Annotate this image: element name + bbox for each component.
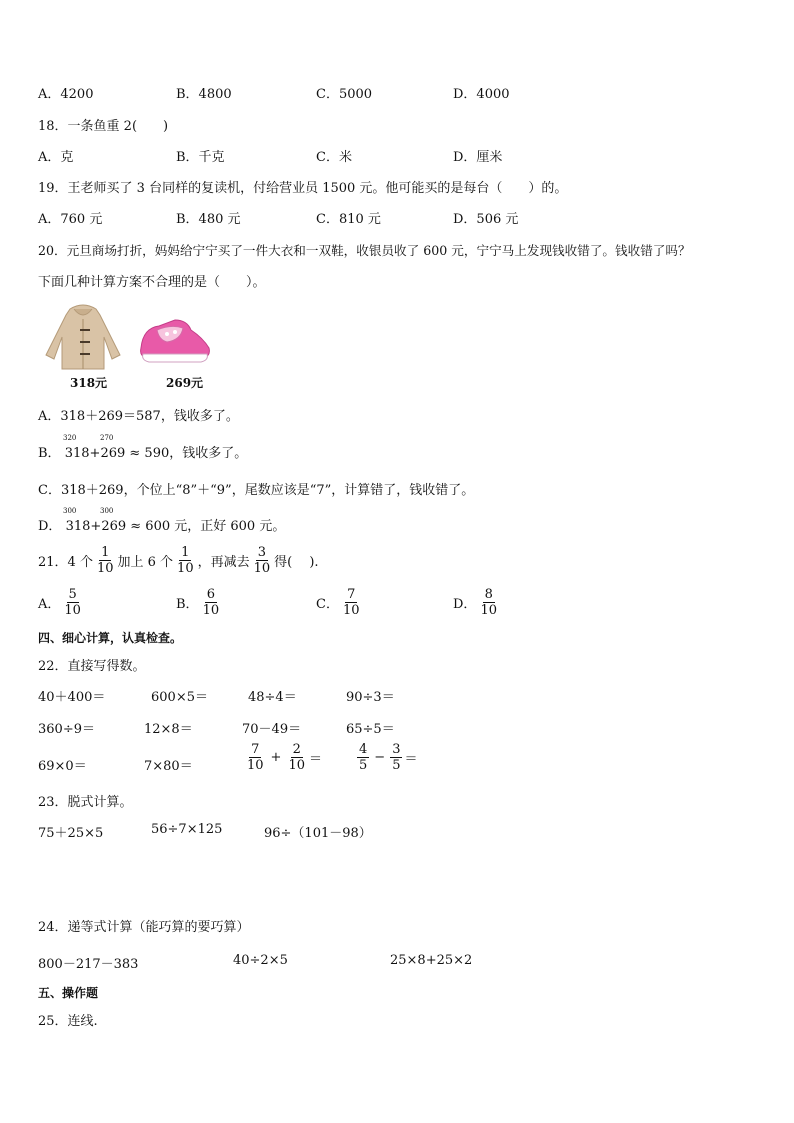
q20-b-num-a: 318 <box>64 446 90 461</box>
q17-option-d[interactable]: D．4000 <box>453 87 510 102</box>
q18-option-d[interactable]: D．厘米 <box>453 150 503 165</box>
q21-option-c[interactable]: C． $\frac{7}{10}$ <box>316 587 360 618</box>
q21-option-a[interactable]: A． $\frac{5}{10}$ <box>38 587 81 618</box>
q20-d-plus: + <box>90 519 102 534</box>
q18-option-b[interactable]: B．千克 <box>176 150 225 165</box>
q17-option-b[interactable]: B．4800 <box>176 87 232 102</box>
q20-stem-line1: 20．元旦商场打折，妈妈给宁宁买了一件大衣和一双鞋，收银员收了 600 元，宁宁马上发现钱收错了。钱收错了吗？ <box>38 243 691 258</box>
q22-r2-3: 70－49＝ <box>242 722 302 737</box>
q20-d-rest: ≈ 600 元，正好 600 元。 <box>130 519 286 534</box>
q22-stem: 22．直接写得数。 <box>38 659 146 674</box>
q20-d-num-a: 318 <box>65 519 91 534</box>
q21-fraction-1: $\frac{1}{10}$ <box>96 545 114 576</box>
q22-r2-4: 65÷5＝ <box>346 722 395 737</box>
q21-stem <box>38 546 319 575</box>
q20-option-d[interactable] <box>38 509 285 534</box>
q21-option-b[interactable]: B． $\frac{6}{10}$ <box>176 587 220 618</box>
q19-option-c[interactable]: C．810 元 <box>316 212 381 227</box>
q25-stem: 25．连线. <box>38 1014 98 1029</box>
q22-r2-1: 360÷9＝ <box>38 722 95 737</box>
q20-b-num-b: 269 <box>100 446 126 461</box>
q20-option-a[interactable]: A．318＋269＝587，钱收多了。 <box>38 409 239 424</box>
shoe-image <box>137 314 213 366</box>
q17-option-a[interactable]: A．4200 <box>38 87 94 102</box>
q19-option-b[interactable]: B．480 元 <box>176 212 241 227</box>
q21-text-4: 得( ). <box>274 555 319 570</box>
section-5-title: 五、操作题 <box>38 986 99 1000</box>
q24-item-3: 25×8+25×2 <box>390 953 473 968</box>
q18-stem: 18．一条鱼重 2( ) <box>38 119 169 134</box>
q20-b-round-b: 270 <box>100 434 114 442</box>
q18-option-a[interactable]: A．克 <box>38 150 74 165</box>
q23-item-3: 96÷（101－98） <box>264 826 372 841</box>
q23-stem: 23．脱式计算。 <box>38 795 133 810</box>
q24-stem: 24．递等式计算（能巧算的要巧算） <box>38 920 250 935</box>
q22-r3-3: $\frac{7}{10}$ + $\frac{2}{10}$ ＝ <box>247 742 323 773</box>
coat-image <box>40 303 126 371</box>
q20-b-rest: ≈ 590，钱收多了。 <box>129 446 248 461</box>
q23-item-1: 75＋25×5 <box>38 826 104 841</box>
q21-text-3: ，再减去 <box>197 555 250 570</box>
q19-option-d[interactable]: D．506 元 <box>453 212 519 227</box>
q24-item-2: 40÷2×5 <box>233 953 288 968</box>
q22-r1-4: 90÷3＝ <box>346 690 395 705</box>
q21-text-2: 加上 6 个 <box>117 555 174 570</box>
q21-text-1: 21．4 个 <box>38 555 93 570</box>
q22-r3-2: 7×80＝ <box>144 759 193 774</box>
q22-r1-2: 600×5＝ <box>151 690 208 705</box>
q19-option-a[interactable]: A．760 元 <box>38 212 103 227</box>
q20-d-round-a: 300 <box>63 507 77 515</box>
q22-r1-3: 48÷4＝ <box>248 690 297 705</box>
q17-option-c[interactable]: C．5000 <box>316 87 373 102</box>
q22-r3-1: 69×0＝ <box>38 759 87 774</box>
q21-option-d[interactable]: D． $\frac{8}{10}$ <box>453 587 497 618</box>
q20-b-label: B． <box>38 446 61 461</box>
q20-b-round-a: 320 <box>63 434 77 442</box>
q22-r1-1: 40＋400＝ <box>38 690 106 705</box>
q20-stem-line2: 下面几种计算方案不合理的是（ ）。 <box>38 275 266 290</box>
q20-option-c[interactable]: C．318＋269，个位上“8”＋“9”，尾数应该是“7”，计算错了，钱收错了。 <box>38 483 475 498</box>
q21-fraction-2: $\frac{1}{10}$ <box>177 545 194 576</box>
q23-item-2: 56÷7×125 <box>151 822 223 837</box>
q24-item-1: 800－217－383 <box>38 957 139 972</box>
shoe-price: 269元 <box>166 376 204 390</box>
q22-r3-4: $\frac{4}{5}$ − $\frac{3}{5}$ ＝ <box>359 742 418 773</box>
q18-option-c[interactable]: C．米 <box>316 150 352 165</box>
q20-b-plus: + <box>89 446 101 461</box>
q20-d-round-b: 300 <box>100 507 114 515</box>
section-4-title: 四、细心计算，认真检查。 <box>38 631 183 645</box>
q19-stem: 19．王老师买了 3 台同样的复读机，付给营业员 1500 元。他可能买的是每台（ ）的。 <box>38 181 568 196</box>
q22-r2-2: 12×8＝ <box>144 722 193 737</box>
q21-fraction-3: $\frac{3}{10}$ <box>253 545 271 576</box>
coat-price: 318元 <box>70 376 108 390</box>
q20-d-label: D． <box>38 519 62 534</box>
q20-option-b[interactable] <box>38 436 247 461</box>
q20-d-num-b: 269 <box>101 519 127 534</box>
